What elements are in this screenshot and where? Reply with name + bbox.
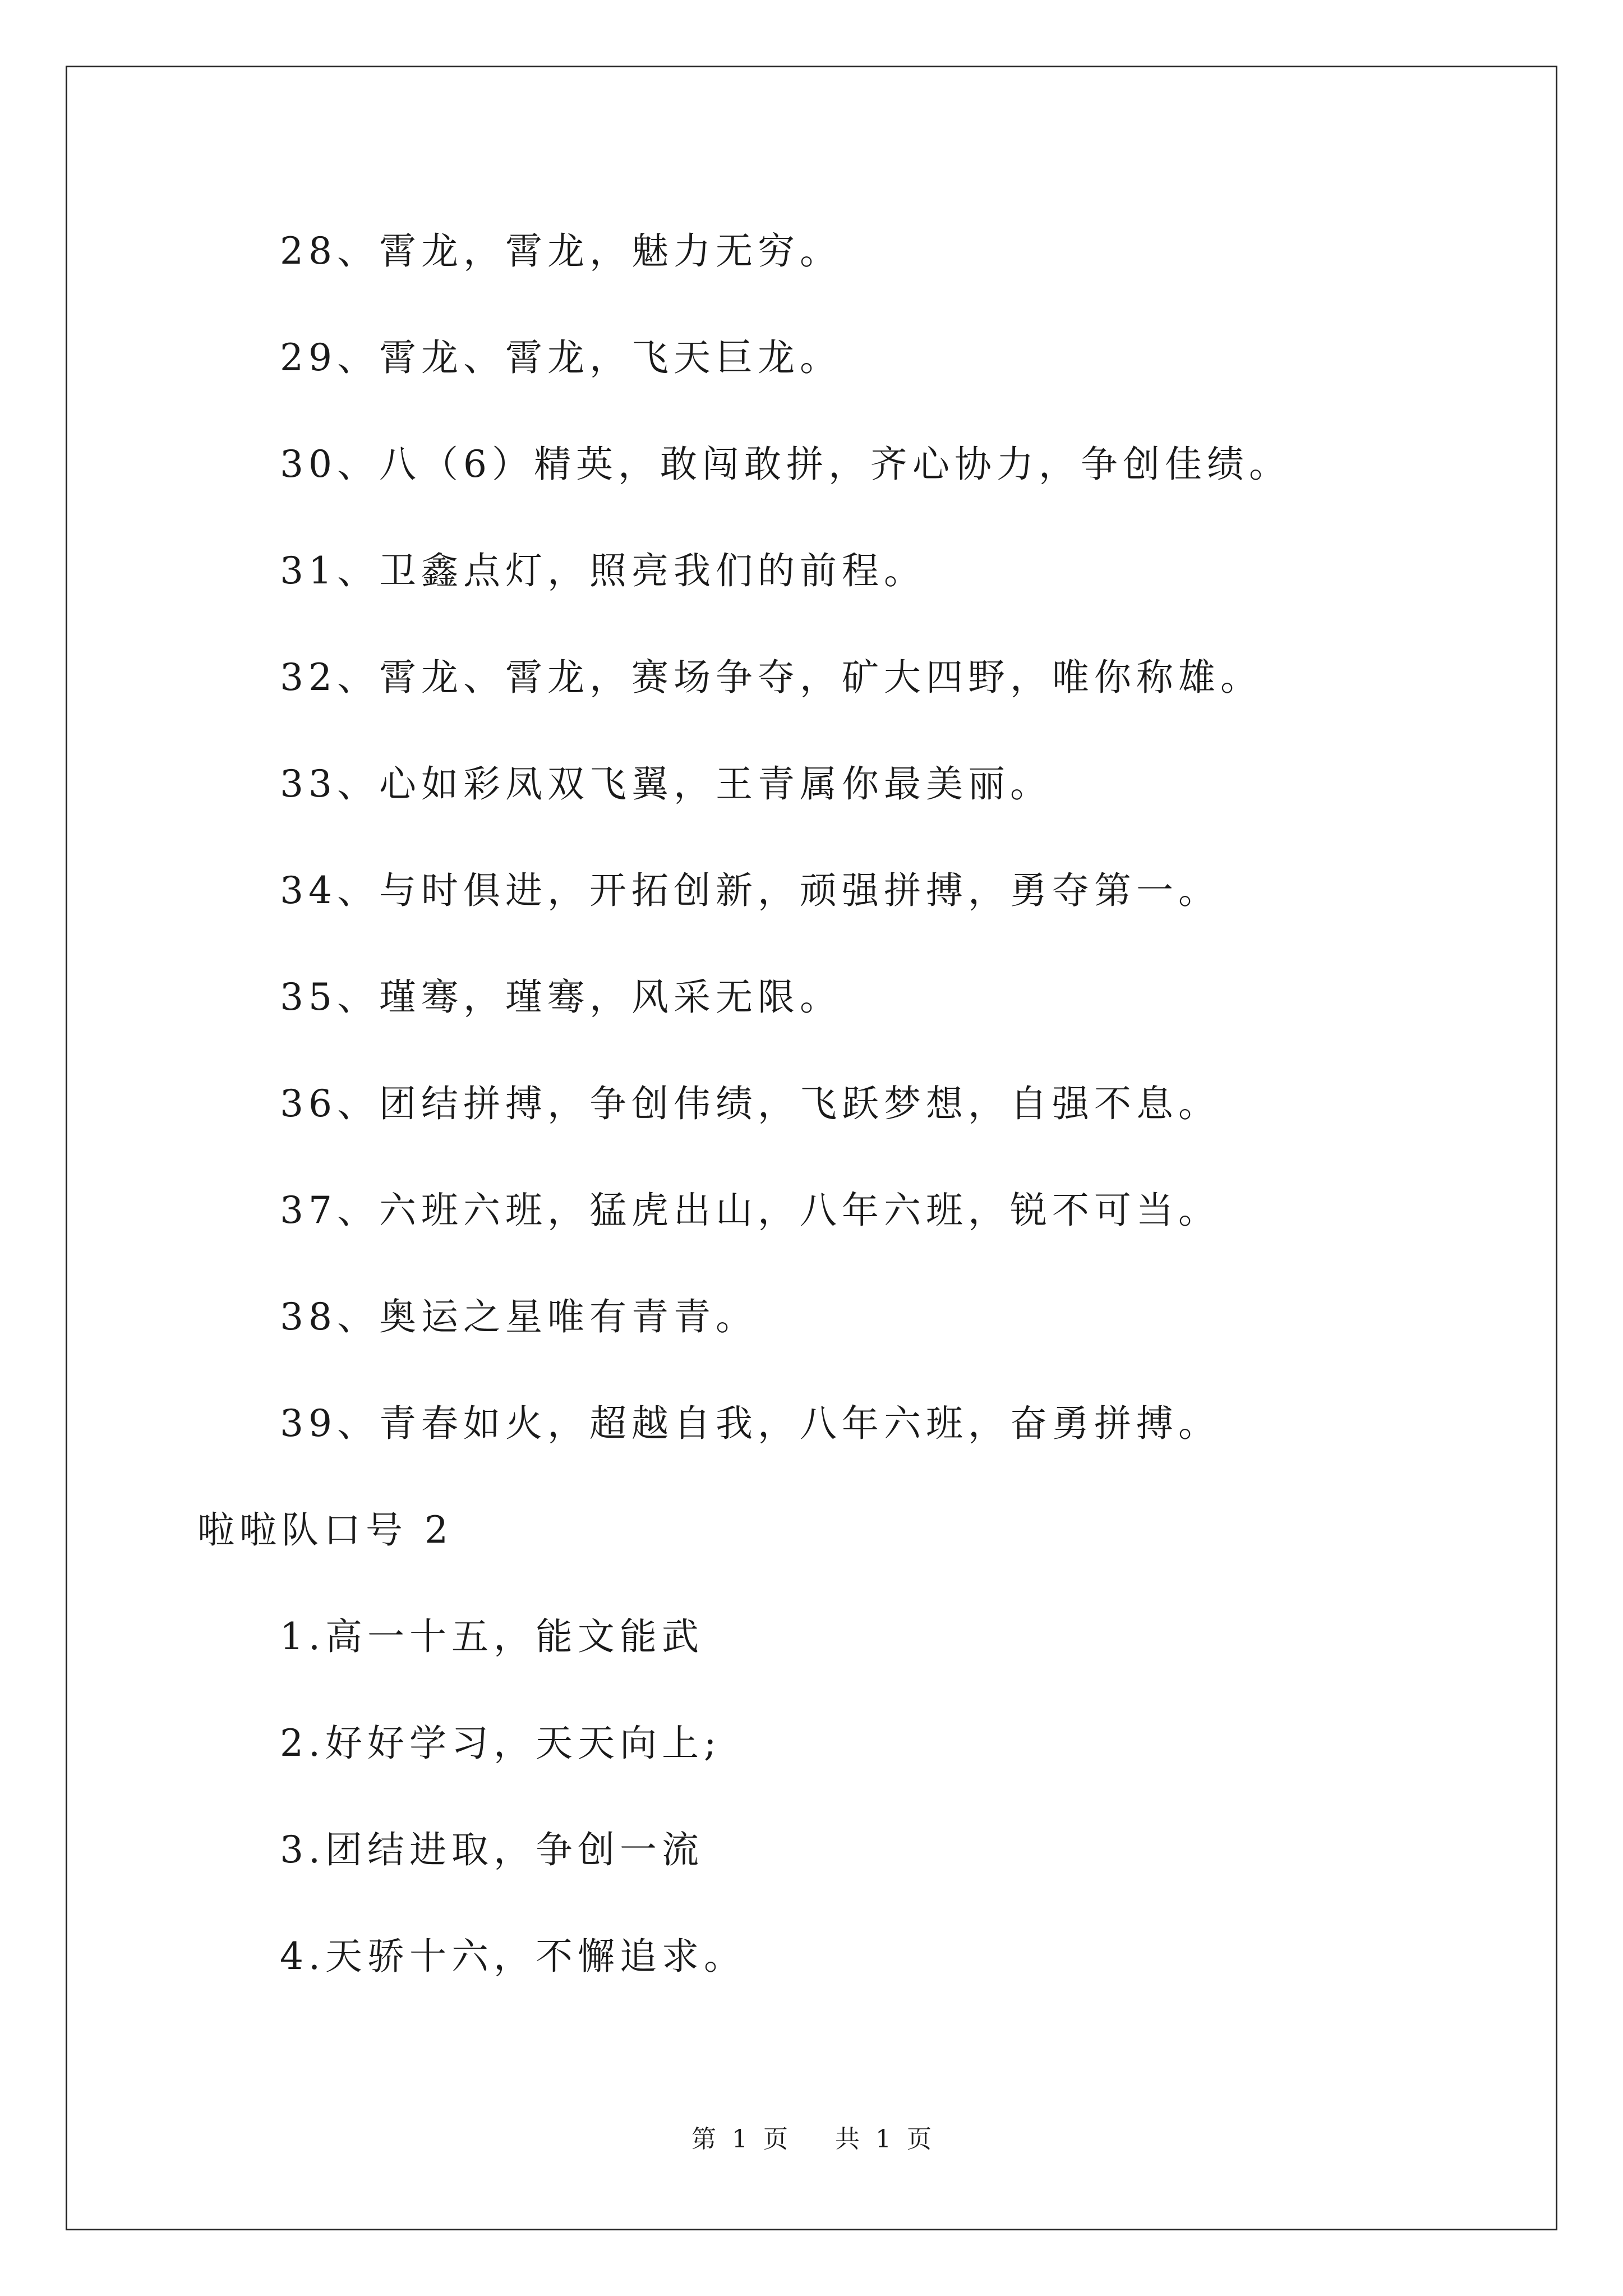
page-footer: 第 1 页 共 1 页 (691, 2125, 932, 2154)
slogan-line-33: 33、心如彩凤双飞翼，王青属你最美丽。 (280, 762, 1052, 806)
slogan-line-36: 36、团结拼搏，争创伟绩，飞跃梦想，自强不息。 (280, 1082, 1220, 1125)
slogan-line-35: 35、瑾骞，瑾骞，风采无限。 (280, 976, 842, 1019)
slogan-line-30: 30、八（6）精英，敢闯敢拼，齐心协力，争创佳绩。 (280, 443, 1291, 486)
slogan-line-2: 2.好好学习，天天向上; (280, 1722, 722, 1765)
slogan-line-37: 37、六班六班，猛虎出山，八年六班，锐不可当。 (280, 1189, 1220, 1232)
slogan-line-39: 39、青春如火，超越自我，八年六班，奋勇拼搏。 (280, 1402, 1220, 1445)
slogan-line-38: 38、奥运之星唯有青青。 (280, 1295, 758, 1338)
slogan-line-31: 31、卫鑫点灯，照亮我们的前程。 (280, 549, 926, 592)
slogan-line-3: 3.团结进取，争创一流 (280, 1828, 704, 1871)
page-border (66, 66, 1557, 2230)
slogan-line-28: 28、霄龙，霄龙，魅力无穷。 (280, 229, 842, 273)
section-heading: 啦啦队口号 2 (197, 1508, 453, 1552)
slogan-line-1: 1.高一十五，能文能武 (280, 1615, 704, 1658)
slogan-line-4: 4.天骄十六，不懈追求。 (280, 1935, 746, 1978)
slogan-line-29: 29、霄龙、霄龙，飞天巨龙。 (280, 336, 842, 379)
slogan-line-32: 32、霄龙、霄龙，赛场争夺，矿大四野，唯你称雄。 (280, 656, 1262, 699)
slogan-line-34: 34、与时俱进，开拓创新，顽强拼搏，勇夺第一。 (280, 869, 1220, 912)
